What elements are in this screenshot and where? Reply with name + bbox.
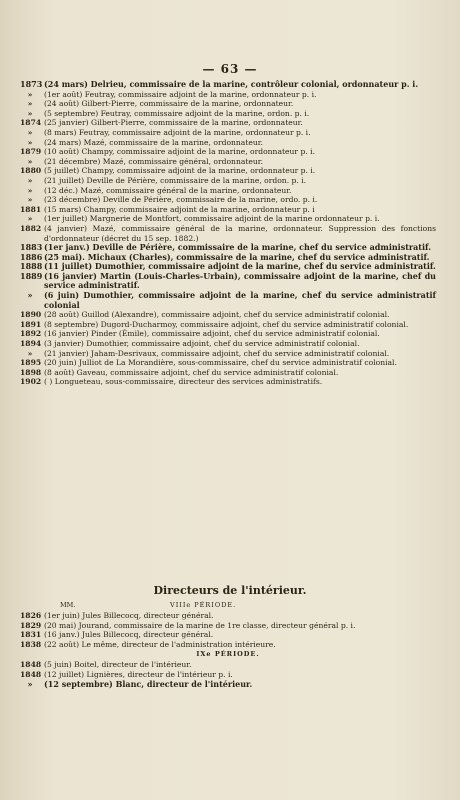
entry-year: » <box>27 175 33 185</box>
entry-year: » <box>27 127 33 137</box>
entry-text: (20 juin) Julliot de La Morandière, sous-commissaire, chef du service administratif colonial. <box>44 358 397 368</box>
entry-text: (25 janvier) Gilbert-Pierre, commissaire de la marine, ordonnateur. <box>44 118 303 128</box>
entry-year: 1881 <box>20 204 42 214</box>
entry-text: (8 août) Gaveau, commissaire adjoint, chef du service administratif colonial. <box>44 367 339 377</box>
entry-text: (22 août) Le même, directeur de l'administration intérieure. <box>44 639 276 649</box>
entry-text: (11 juillet) Dumothier, commissaire adjoint de la marine, chef du service administratif. <box>44 261 436 272</box>
entry-year: 1882 <box>20 223 42 233</box>
entry-year: » <box>27 185 33 195</box>
entry-text: (1er juin) Jules Billecocq, directeur général. <box>44 611 214 620</box>
directeurs-list <box>20 611 436 689</box>
list-item <box>20 166 436 176</box>
list-item <box>20 630 436 640</box>
list-item <box>20 291 436 310</box>
entry-year: 1873 <box>20 79 43 89</box>
entry-year: 1874 <box>20 118 42 128</box>
entry-year: » <box>27 290 33 301</box>
entry-year: 1848 <box>20 660 42 670</box>
entry-text: (24 août) Gilbert-Pierre, commissaire de la marine, ordonnateur. <box>44 99 294 109</box>
entry-text: (3 janvier) Dumothier, commissaire adjoint, chef du service administratif colonial. <box>44 339 360 349</box>
list-item <box>20 640 436 650</box>
entry-year: » <box>27 195 33 205</box>
entry-year: 1886 <box>20 251 43 262</box>
entry-year: » <box>27 214 33 224</box>
entry-text: (21 juillet) Deville de Périère, commissaire de la marine, ordon. p. i. <box>44 175 307 185</box>
entry-text: (21 janvier) Jaham-Desrivaux, commissaire adjoint, chef du service administratif colonial. <box>44 348 390 358</box>
list-item <box>20 310 436 320</box>
entry-text: (5 juillet) Champy, commissaire adjoint de la marine, ordonnateur p. i. <box>44 166 316 176</box>
page-number: — 63 — <box>202 62 258 76</box>
entry-year: 1890 <box>20 310 42 320</box>
entry-year: 1831 <box>20 630 42 640</box>
entry-text: (1er juillet) Margnerie de Montfort, commissaire adjoint de la marine ordonnateur p. i. <box>44 214 380 224</box>
entry-text: ( ) Longueteau, sous-commissaire, directeur des services administratifs. <box>44 377 323 387</box>
list-item <box>20 205 436 215</box>
list-item <box>20 99 436 109</box>
entry-text: (21 décembre) Mazé, commissaire général, ordonnateur. <box>44 156 264 166</box>
entry-year: 1826 <box>20 611 42 620</box>
list-item <box>20 368 436 378</box>
entry-text: (16 janv.) Jules Billecocq, directeur général. <box>44 630 214 640</box>
entry-year: » <box>27 156 33 166</box>
list-item <box>20 176 436 186</box>
entry-year: » <box>27 89 33 99</box>
subhead-period: VIIIe PÉRIODE. <box>170 601 237 609</box>
entry-year: 1898 <box>20 367 42 377</box>
entry-text: (8 mars) Feutray, commissaire adjoint de la marine, ordonnateur p. i. <box>44 127 311 137</box>
ordonnateur-list <box>20 80 436 387</box>
entry-text: (1er août) Feutray, commissaire adjoint de la marine, ordonnateur p. i. <box>44 89 317 99</box>
entry-year: 1895 <box>20 358 42 368</box>
entry-text: (12 septembre) Blanc, directeur de l'intérieur. <box>44 678 253 689</box>
entry-text: (6 juin) Dumothier, commissaire adjoint de la marine, chef du service administratif colonial <box>44 290 436 310</box>
list-item <box>20 611 436 621</box>
entry-year: » <box>27 678 33 689</box>
list-item <box>20 621 436 631</box>
entry-text: (5 juin) Boitel, directeur de l'intérieur. <box>44 660 192 670</box>
entry-year: 1883 <box>20 242 43 253</box>
list-item <box>20 272 436 291</box>
list-item <box>20 680 436 690</box>
entry-year: » <box>27 348 33 358</box>
list-item <box>20 214 436 224</box>
entry-text: (12 déc.) Mazé, commissaire général de la marine, ordonnateur. <box>44 185 292 195</box>
entry-year: 1894 <box>20 339 42 349</box>
entry-year: 1848 <box>20 669 42 679</box>
entry-text: (4 janvier) Mazé, commissaire général de la marine, ordonnateur. Suppression des fonctions d'ordonnateur (décret du 15 sep. 1882.) <box>44 223 436 243</box>
entry-text: (5 septembre) Feutray, commissaire adjoint de la marine, ordon. p. i. <box>44 108 310 118</box>
entry-year: 1829 <box>20 620 42 630</box>
list-item <box>20 660 436 670</box>
list-item <box>20 195 436 205</box>
subhead-mm: MM. <box>60 601 76 609</box>
entry-text: (1er janv.) Deville de Périère, commissaire de la marine, chef du service administratif. <box>44 242 431 253</box>
entry-year: 1880 <box>20 166 42 176</box>
list-item <box>20 128 436 138</box>
entry-year: 1902 <box>20 377 42 387</box>
entry-year: 1888 <box>20 261 43 272</box>
list-item <box>20 118 436 128</box>
list-item <box>20 147 436 157</box>
list-item <box>20 80 436 90</box>
entry-year: 1892 <box>20 329 42 339</box>
list-item <box>20 377 436 387</box>
list-item <box>20 339 436 349</box>
entry-text: (12 juillet) Lignières, directeur de l'intérieur p. i. <box>44 669 233 679</box>
section-title: Directeurs de l'intérieur. <box>153 584 307 597</box>
entry-year: 1891 <box>20 319 42 329</box>
entry-text: (16 janvier) Pinder (Émile), commissaire adjoint, chef du service administratif colonial. <box>44 329 380 339</box>
list-item <box>20 224 436 243</box>
entry-year: 1889 <box>20 270 43 281</box>
list-item <box>20 349 436 359</box>
entry-text: (23 décembre) Deville de Périère, commissaire de la marine, ordo. p. i. <box>44 195 318 205</box>
list-item <box>20 329 436 339</box>
list-item <box>20 138 436 148</box>
entry-year: » <box>27 137 33 147</box>
entry-year: 1879 <box>20 147 42 157</box>
entry-year: » <box>27 99 33 109</box>
entry-text: (24 mars) Delrieu, commissaire de la marine, contrôleur colonial, ordonnateur p. i. <box>44 79 419 89</box>
entry-text: (15 mars) Champy, commissaire adjoint de la marine, ordonnateur p. i <box>44 204 315 214</box>
entry-text: (25 mai). Michaux (Charles), commissaire de la marine, chef du service administratif. <box>44 251 430 262</box>
entry-text: (28 août) Guillod (Alexandre), commissaire adjoint, chef du service administratif colonial. <box>44 310 390 320</box>
list-item <box>20 109 436 119</box>
list-item <box>20 90 436 100</box>
entry-text: (20 mai) Jourand, commissaire de la marine de 1re classe, directeur général p. i. <box>44 620 356 630</box>
period-heading: IXe PÉRIODE. <box>196 650 260 659</box>
list-item <box>20 358 436 368</box>
entry-year: » <box>27 108 33 118</box>
entry-text: (8 septembre) Dugord-Ducharmoy, commissaire adjoint, chef du service administratif colonial. <box>44 319 409 329</box>
list-item <box>20 186 436 196</box>
list-item <box>20 320 436 330</box>
entry-text: (16 janvier) Martin (Louis-Charles-Urbain), commissaire adjoint de la marine, chef du service administratif. <box>44 270 436 291</box>
entry-year: 1838 <box>20 639 42 649</box>
entry-text: (10 août) Champy, commissaire adjoint de la marine, ordonnateur p. i. <box>44 147 315 157</box>
list-item <box>20 157 436 167</box>
entry-text: (24 mars) Mazé, commissaire de la marine, ordonnateur. <box>44 137 263 147</box>
